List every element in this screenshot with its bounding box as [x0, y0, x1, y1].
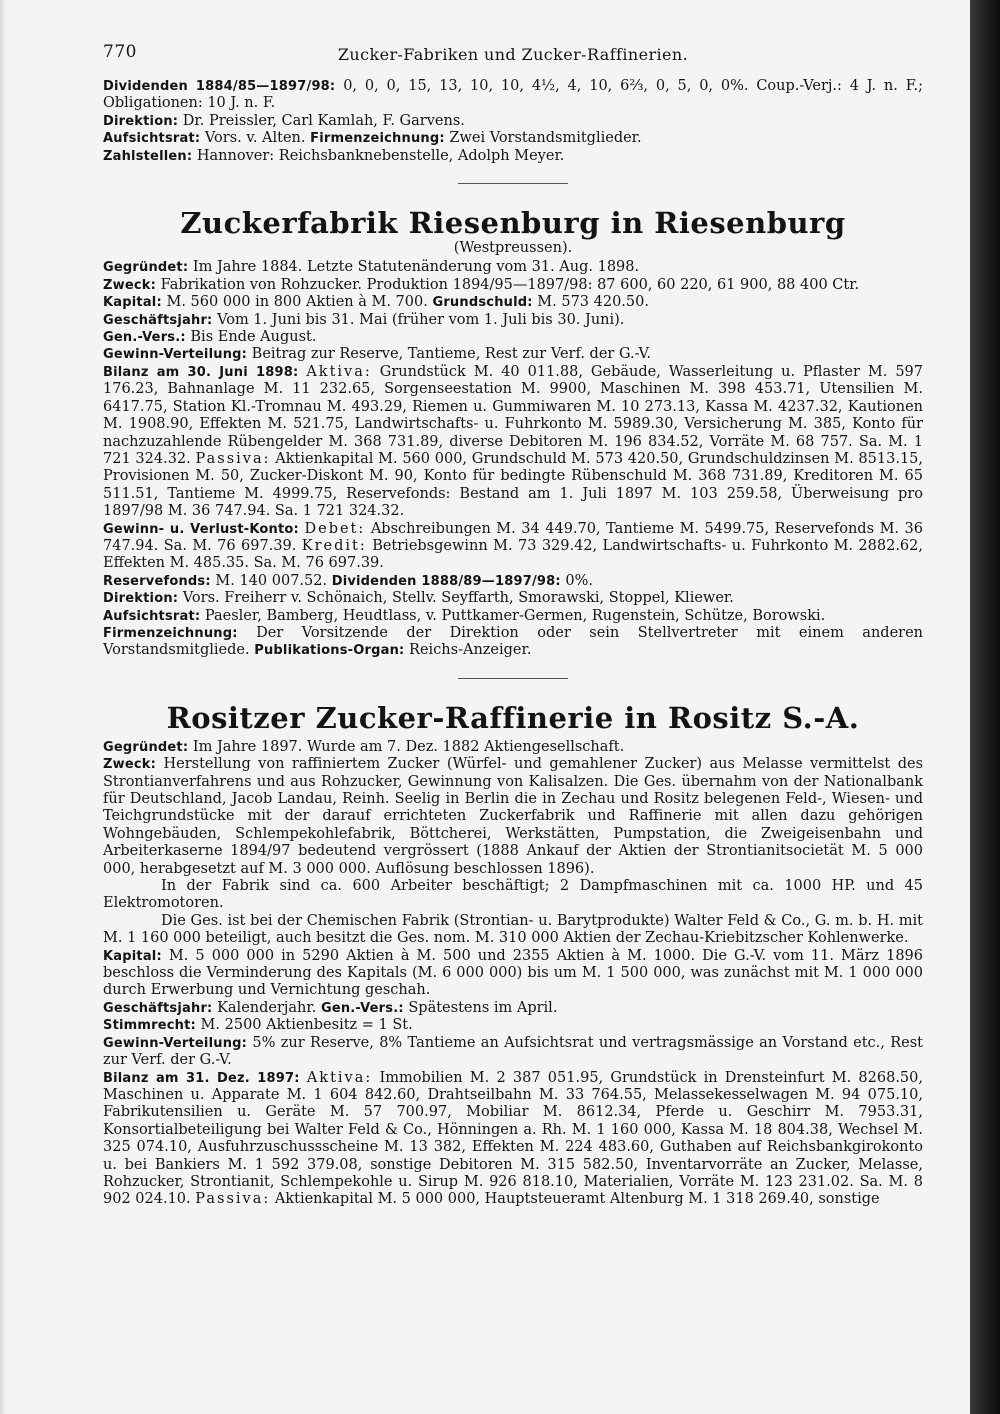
label-reservefonds: Reservefonds: — [103, 573, 211, 589]
text-passiva: Aktienkapital M. 5 000 000, Hauptsteueramt Altenburg M. 1 318 269.40, sonstige — [274, 1191, 880, 1208]
label-firmenzeichnung: Firmenzeichnung: — [103, 625, 238, 641]
text-stimmrecht: M. 2500 Aktienbesitz = 1 St. — [200, 1017, 413, 1034]
company-title-rositz: Rositzer Zucker-Raffinerie in Rositz S.-A. — [166, 700, 860, 735]
label-kapital: Kapital: — [103, 295, 162, 311]
label-debet: Debet: — [304, 520, 366, 537]
entry-aufsichtsrat — [103, 608, 923, 625]
label-bilanz: Bilanz am 30. Juni 1898: — [103, 364, 299, 380]
company-riesenburg — [103, 206, 923, 660]
entry-gegruendet — [103, 259, 923, 276]
label-gewinnverteilung: Gewinn-Verteilung: — [103, 1035, 248, 1051]
entry-dividenden — [103, 78, 923, 113]
entry-zweck — [103, 756, 923, 878]
text-aufsichtsrat: Paesler, Bamberg, Heudtlass, v. Puttkamer-Germen, Rugenstein, Schütze, Borowski. — [204, 607, 826, 624]
text-geschaeftsjahr: Vom 1. Juni bis 31. Mai (früher vom 1. Juli bis 30. Juni). — [217, 311, 625, 328]
text-zweck: Fabrikation von Rohzucker. Produktion 1894/95—1897/98: 87 600, 60 220, 61 900, 88 400 Ctr. — [160, 276, 860, 293]
text-direktion: Vors. Freiherr v. Schönaich, Stellv. Seyffarth, Smorawski, Stoppel, Kliewer. — [182, 590, 734, 607]
label-aufsichtsrat: Aufsichtsrat: — [103, 608, 201, 624]
entry-zweck — [103, 277, 923, 294]
entry-guv — [103, 521, 923, 573]
entry-kapital — [103, 294, 923, 311]
label-genvers: Gen.-Vers.: — [103, 330, 186, 346]
label-aktiva: Aktiva: — [306, 1069, 373, 1086]
entry-firmenzeichnung — [103, 625, 923, 660]
entry-direktion — [103, 113, 923, 130]
label-bilanz: Bilanz am 31. Dez. 1897: — [103, 1070, 300, 1086]
text-aktiva: Immobilien M. 2 387 051.95, Grundstück in Drensteinfurt M. 8268.50, Maschinen u. Apparate M. 1 604 842.60, Drahtseilbahn M. 33 764.55, Melassekesselwagen M. 94 075.10, Fabrikutensilien u. Geräte M. 57 700.97, Mobiliar M. 8612.34, Pferde u. Geschirr M. 7953.31, Konsortialbeteiligung bei Walter Feld & Co., Hönningen a. Rh. M. 1 160 000, Kassa M. 18 804.38, Wechsel M. 325 074.10, Ausfuhrzuschussscheine M. 13 382, Effekten M. 224 483.60, Guthaben auf Reichsbankgirokonto u. bei Bankiers M. 1 592 379.08, sonstige Debitoren M. 315 582.50, Inventarvorräte an Zucker, Melasse, Rohzucker, Strontianit, Schlempekohle u. Sirup M. 926 818.10, Materialien, Vorräte M. 123 231.02. Sa. M. 8 902 024.10. — [103, 1069, 923, 1208]
entry-geschaeftsjahr — [103, 312, 923, 329]
label-direktion: Direktion: — [103, 591, 179, 607]
page-number: 770 — [103, 42, 137, 62]
text-firmenzeichnung: Der Vorsitzende der Direktion oder sein Stellvertreter mit einem anderen Vorstandsmitgliede. — [103, 624, 924, 659]
text-gewinnverteilung: 5% zur Reserve, 8% Tantieme an Aufsichtsrat und vertragsmässige an Vorstand etc., Rest zur Verf. der G.-V. — [103, 1034, 924, 1069]
text-geschaeftsjahr: Kalenderjahr. — [217, 999, 317, 1016]
text-zweck: Herstellung von raffiniertem Zucker (Würfel- und gemahlener Zucker) aus Melasse vermittelst des Strontianverfahrens und aus Rohzucker, Gewinnung von Kalisalzen. Die Ges. übernahm von der Nationalbank für Deutschland, Jacob Landau, Reinh. Seelig in Berlin die in Zechau und Rositz belegenen Feld-, Wiesen- und Teichgrundstücke mit der darauf errichteten Zuckerfabrik und Raffinerie mit allen dazu gehörigen Wohngebäuden, Schlempekohlefabrik, Böttcherei, Werkstätten, Pumpstation, die Zweigeisenbahn und Arbeiterkaserne 1894/97 bedeutend vergrössert (1888 Ankauf der Aktien der Strontianitsocietät M. 5 000 000, herabgesetzt auf M. 3 000 000. Auflösung beschlossen 1896). — [103, 756, 924, 877]
text-aufsichtsrat: Vors. v. Alten. — [204, 130, 306, 147]
label-geschaeftsjahr: Geschäftsjahr: — [103, 312, 213, 328]
text-publikationsorgan: Reichs-Anzeiger. — [409, 642, 532, 659]
text-genvers: Spätestens im April. — [408, 999, 558, 1016]
label-genvers: Gen.-Vers.: — [320, 1000, 404, 1016]
text-gegruendet: Im Jahre 1897. Wurde am 7. Dez. 1882 Aktiengesellschaft. — [192, 738, 625, 755]
label-zweck: Zweck: — [103, 757, 157, 773]
label-kredit: Kredit: — [301, 537, 367, 554]
entry-zahlstellen — [103, 148, 923, 165]
label-guv: Gewinn- u. Verlust-Konto: — [103, 521, 299, 537]
text-kredit: Betriebsgewinn M. 73 329.42, Landwirtschafts- u. Fuhrkonto M. 2882.62, Effekten M. 485.35. Sa. M. 76 697.39. — [103, 537, 923, 572]
text-gegruendet: Im Jahre 1884. Letzte Statutenänderung vom 31. Aug. 1898. — [192, 259, 640, 276]
label-gewinnverteilung: Gewinn-Verteilung: — [103, 347, 248, 363]
entry-bilanz — [103, 1070, 923, 1209]
entry-geschaeftsjahr — [103, 1000, 923, 1017]
section-divider — [458, 678, 568, 679]
label-firmenzeichnung: Firmenzeichnung: — [310, 131, 445, 147]
previous-company-continuation — [103, 78, 923, 165]
text-grundschuld: M. 573 420.50. — [537, 294, 649, 311]
label-dividenden: Dividenden 1888/89—1897/98: — [331, 573, 561, 589]
text-genvers: Bis Ende August. — [190, 329, 317, 346]
entry-reservefonds — [103, 573, 923, 590]
entry-genvers — [103, 329, 923, 346]
company-subtitle-riesenburg: (Westpreussen). — [453, 240, 573, 257]
entry-direktion — [103, 590, 923, 607]
label-gegruendet: Gegründet: — [103, 739, 189, 755]
label-publikationsorgan: Publikations-Organ: — [254, 643, 405, 659]
text-firmenzeichnung: Zwei Vorstandsmitglieder. — [449, 130, 642, 147]
page-header — [103, 38, 923, 72]
text-zahlstellen: Hannover: Reichsbanknebenstelle, Adolph Meyer. — [196, 147, 565, 164]
company-title-riesenburg: Zuckerfabrik Riesenburg in Riesenburg — [180, 206, 846, 241]
section-divider — [458, 183, 568, 184]
text-direktion: Dr. Preissler, Carl Kamlah, F. Garvens. — [182, 112, 465, 129]
label-zahlstellen: Zahlstellen: — [103, 148, 193, 164]
page-content — [103, 38, 923, 1209]
label-aktiva: Aktiva: — [306, 363, 372, 380]
text-kapital: M. 5 000 000 in 5290 Aktien à M. 500 und 2355 Aktien à M. 1000. Die G.-V. vom 11. März 1896 beschloss die Verminderung des Kapitals (M. 6 000 000) bis um M. 1 500 000, was zunächst mit M. 1 000 000 durch Erwerbung und Vernichtung geschah. — [103, 947, 924, 999]
label-aufsichtsrat: Aufsichtsrat: — [103, 131, 201, 147]
text-aktiva: Grundstück M. 40 011.88, Gebäude, Wasserleitung u. Pflaster M. 597 176.23, Bahnanlage M. 11 232.65, Sorgenseestation M. 9900, Maschinen M. 398 453.71, Utensilien M. 6417.75, Station Kl.-Tromnau M. 493.29, Riemen u. Gummiwaren M. 10 273.13, Kassa M. 4237.32, Kautionen M. 1908.90, Effekten M. 521.75, Landwirtschafts- u. Fuhrkonto M. 5989.30, Versicherung M. 385, Konto für nachzuzahlende Rübengelder M. 368 731.89, diverse Debitoren M. 196 834.52, Vorräte M. 68 757. Sa. M. 1 721 324.32. — [103, 363, 923, 467]
text-passiva: Aktienkapital M. 560 000, Grundschuld M. 573 420.50, Grundschuldzinsen M. 8513.15, Provisionen M. 50, Zucker-Diskont M. 90, Konto für bedingte Rübenschuld M. 368 731.89, Kreditoren M. 65 511.51, Tantieme M. 4999.75, Reservefonds: Bestand am 1. Juli 1897 M. 103 259.58, Überweisung pro 1897/98 M. 36 747.94. Sa. 1 721 324.32. — [103, 450, 924, 520]
label-kapital: Kapital: — [103, 948, 162, 964]
company-rositz — [103, 701, 923, 1209]
text-gewinnverteilung: Beitrag zur Reserve, Tantieme, Rest zur Verf. der G.-V. — [251, 346, 652, 363]
entry-aufsichtsrat — [103, 130, 923, 147]
label-direktion: Direktion: — [103, 113, 179, 129]
entry-kapital — [103, 948, 923, 1000]
label-dividenden: Dividenden 1884/85—1897/98: — [103, 79, 336, 94]
label-passiva: Passiva: — [195, 1191, 271, 1208]
page-binding-edge — [970, 0, 1000, 1414]
label-gegruendet: Gegründet: — [103, 260, 189, 276]
text-dividenden: 0%. — [565, 572, 594, 589]
label-passiva: Passiva: — [195, 450, 271, 467]
running-title: Zucker-Fabriken und Zucker-Raffinerien. — [337, 45, 689, 64]
paragraph-arbeiter: In der Fabrik sind ca. 600 Arbeiter beschäftigt; 2 Dampfmaschinen mit ca. 1000 HP. und 45 Elektromotoren. — [103, 878, 923, 912]
text-debet: Abschreibungen M. 34 449.70, Tantieme M. 5499.75, Reservefonds M. 36 747.94. Sa. M. 76 697.39. — [103, 520, 923, 554]
page-left-shadow — [0, 0, 6, 1414]
entry-stimmrecht — [103, 1017, 923, 1034]
label-zweck: Zweck: — [103, 277, 157, 293]
label-geschaeftsjahr: Geschäftsjahr: — [103, 1000, 213, 1016]
label-grundschuld: Grundschuld: — [432, 295, 533, 311]
label-stimmrecht: Stimmrecht: — [103, 1018, 196, 1034]
text-reservefonds: M. 140 007.52. — [215, 572, 328, 589]
text-dividenden: 0, 0, 0, 15, 13, 10, 10, 4½, 4, 10, 6⅔, 0, 5, 0, 0%. Coup.-Verj.: 4 J. n. F.; Obligationen: 10 J. n. F. — [103, 78, 923, 112]
entry-bilanz — [103, 364, 923, 521]
entry-gewinnverteilung — [103, 346, 923, 363]
entry-gewinnverteilung — [103, 1035, 923, 1070]
text-kapital: M. 560 000 in 800 Aktien à M. 700. — [166, 294, 428, 311]
paragraph-beteiligung: Die Ges. ist bei der Chemischen Fabrik (Strontian- u. Barytprodukte) Walter Feld & Co., G. m. b. H. mit M. 1 160 000 beteiligt, auch besitzt die Ges. nom. M. 310 000 Aktien der Zechau-Kriebitzscher Kohlenwerke. — [103, 912, 923, 947]
entry-gegruendet — [103, 739, 923, 756]
